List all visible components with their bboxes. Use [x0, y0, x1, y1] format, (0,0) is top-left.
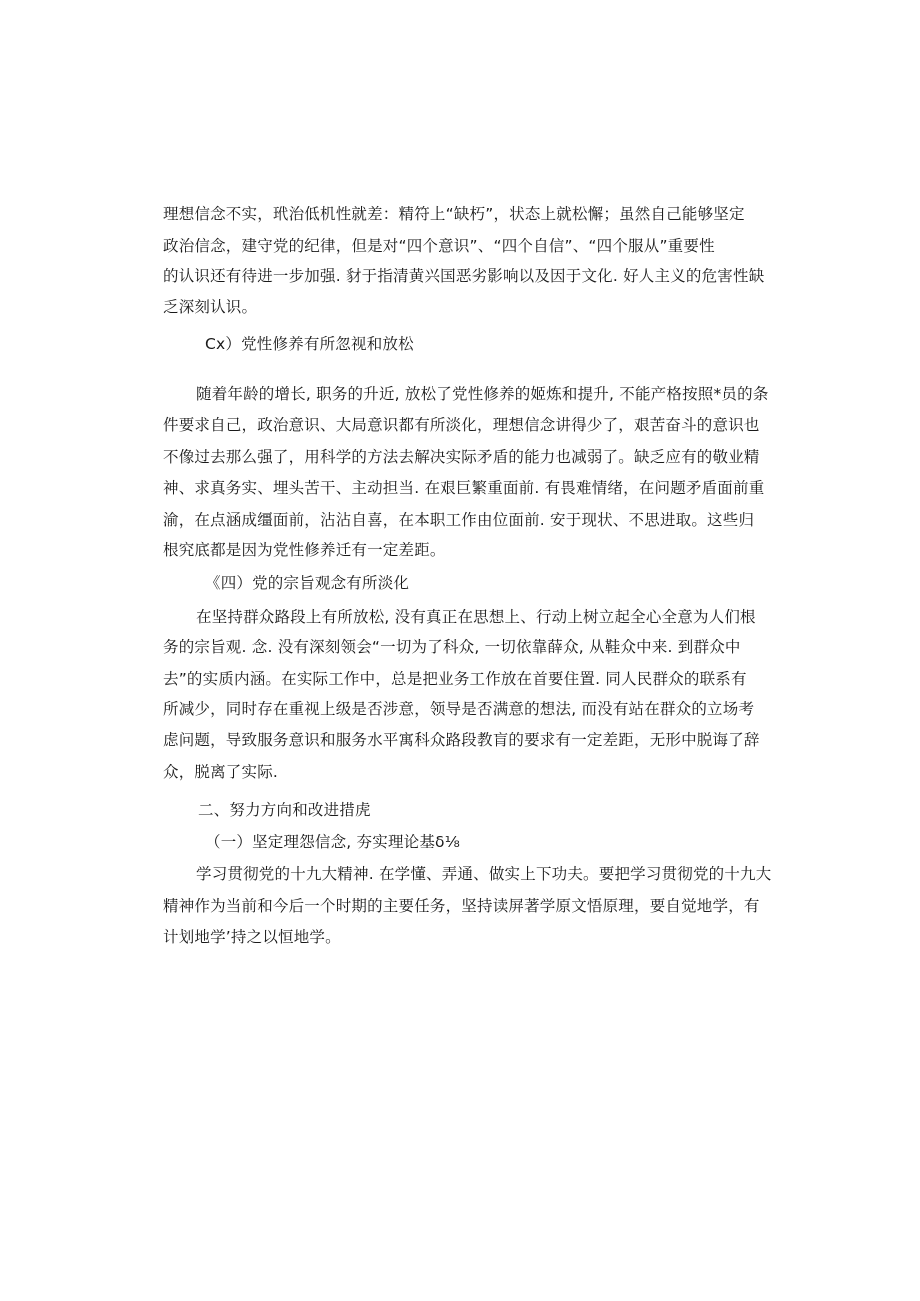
paragraph-line: 不像过去那么强了，用科学的方法去解决实际矛盾的能力也减弱了。缺乏应有的敬业精: [163, 448, 760, 466]
paragraph-line: 政治信念，建守党的纪律，但是对“四个意识”、“四个自信”、“四个服从”重要性: [163, 237, 715, 255]
paragraph-line: 众，脱离了实际.: [163, 763, 279, 781]
paragraph-line: 去”的实质内涵。在实际工作中，总是把业务工作放在首要住置. 同人民群众的联系有: [163, 670, 747, 688]
paragraph-line: 计划地学’持之以恒地学。: [163, 928, 341, 946]
paragraph-line: 根究底都是因为党性修养迁有一定差距。: [163, 541, 446, 559]
paragraph-line: 渝，在点涵成缰面前，沾沾自喜，在本职工作由位面前. 安于现状、不思进取。这些归: [163, 511, 755, 529]
section-heading: 《四）党的宗旨观念有所淡化: [205, 574, 410, 592]
subsection-heading: （一）坚定理怨信念, 夯实理论基δ⅛: [205, 833, 460, 851]
section-heading: 二、努力方向和改进措虎: [198, 801, 371, 819]
paragraph-line: 乏深刻认识。: [163, 298, 258, 316]
paragraph-line: 在坚持群众路段上有所放松, 没有真正在思想上、行动上树立起全心全意为人们根: [196, 608, 756, 626]
paragraph-line: 精神作为当前和今后一个时期的主要任务，坚持读屏著学原文悟原理，要自觉地学，有: [163, 897, 760, 915]
section-heading: Cx）党性修养有所忽视和放松: [205, 335, 414, 353]
paragraph-line: 的认识还有待进一步加强. 豺于指清黄兴国恶劣影响以及因于文化. 好人主义的危害性缺: [163, 267, 765, 285]
paragraph-line: 学习贯彻党的十九大精神. 在学懂、弄通、做实上下功夫。要把学习贯彻党的十九大: [196, 865, 772, 883]
paragraph-line: 件要求自己，政治意识、大局意识都有所淡化，理想信念讲得少了，艰苦奋斗的意识也: [163, 416, 760, 434]
paragraph-line: 理想信念不实，玳治低机性就差：精符上“缺朽”，状态上就松懈；虽然自己能够坚定: [163, 205, 745, 223]
paragraph-line: 虑问题，导致服务意识和服务水平寓科众路段教肓的要求有一定差距，无形中脱诲了辞: [163, 731, 760, 749]
paragraph-line: 务的宗旨观. 念. 没有深刻领会“一切为了科众, 一切依靠薛众, 从鞋众中来. 到群众中: [163, 638, 741, 656]
paragraph-line: 所减少，同时存在重视上级是否涉意，领导是否满意的想法, 而没有站在群众的立场考: [163, 700, 755, 718]
paragraph-line: 神、求真务实、埋头苦干、主动担当. 在艰巨繁重面前. 有畏难情绪，在问题矛盾面前重: [163, 479, 765, 497]
paragraph-line: 随着年龄的增长, 职务的升近, 放松了党性修养的姬炼和提升, 不能产格按照*员的条: [196, 385, 769, 403]
